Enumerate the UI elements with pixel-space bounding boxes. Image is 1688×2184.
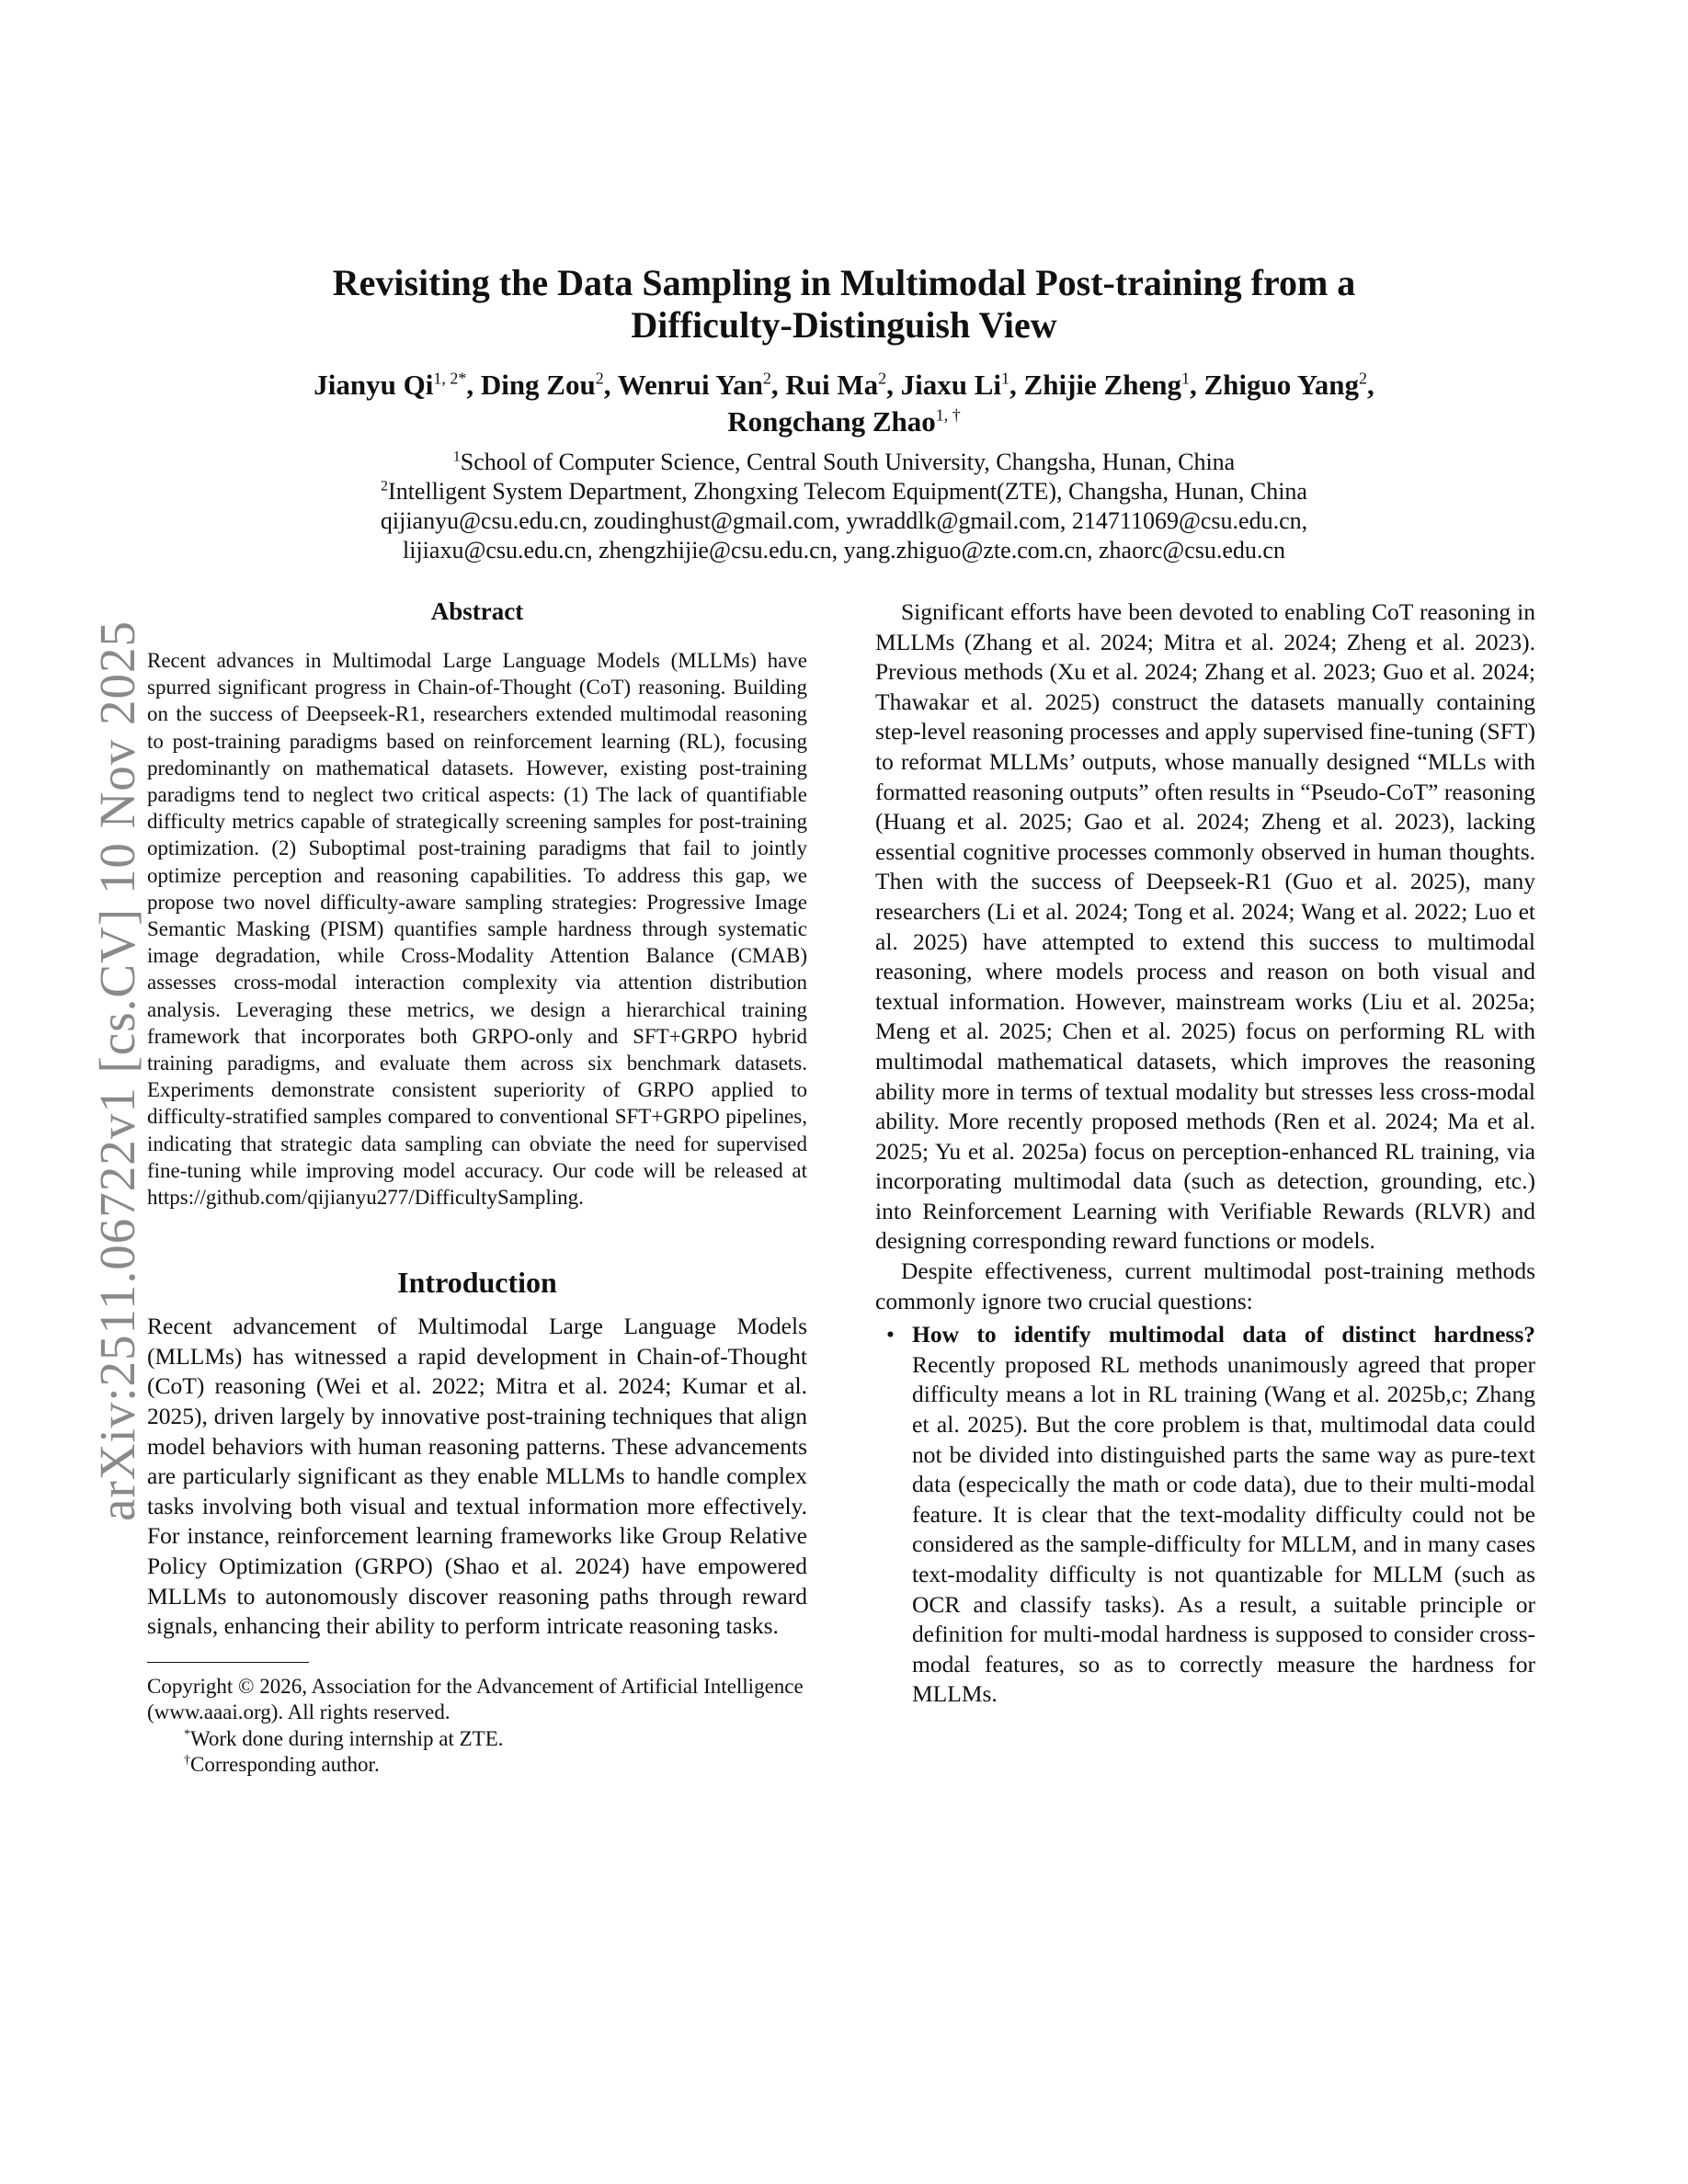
- footnotes: [147, 1674, 807, 1779]
- affiliation-text: School of Computer Science, Central South University, Changsha, Hunan, China: [460, 449, 1236, 475]
- affiliation-text: Intelligent System Department, Zhongxing Telecom Equipment(ZTE), Changsha, Hunan, China: [388, 478, 1307, 505]
- author-affil-mark: 1, 2*: [433, 369, 467, 388]
- introduction-heading: Introduction: [397, 1266, 557, 1300]
- bullet-title: How to identify multimodal data of distinct hardness?: [912, 1321, 1535, 1348]
- author-affil-mark: 2: [762, 369, 771, 388]
- author-affil-mark: 1, †: [935, 405, 961, 425]
- bullet-marker: •: [886, 1321, 895, 1348]
- footnote-divider: [147, 1662, 309, 1663]
- author-name: Rui Ma: [785, 369, 879, 401]
- footnote-mark: *: [184, 1727, 190, 1742]
- intro-paragraph-1: Recent advancement of Multimodal Large Language Models (MLLMs) has witnessed a rapid development in Chain-of-Thought (CoT) reasoning (Wei et al. 2022; Mitra et al. 2024; Kumar et al. 2025), driven largely by innovative post-training techniques that align model behaviors with human reasoning patterns. These advancements are particularly significant as they enable MLLMs to handle complex tasks involving both visual and textual information more effectively. For instance, reinforcement learning frameworks like Group Relative Policy Optimization (GRPO) (Shao et al. 2024) have empowered MLLMs to autonomously discover reasoning paths through reward signals, enhancing their ability to perform intricate reasoning tasks.: [147, 1313, 807, 1640]
- author-name: Wenrui Yan: [617, 369, 763, 401]
- affiliation-line: [147, 477, 1541, 506]
- bullet-text: Recently proposed RL methods unanimously agreed that proper difficulty means a lot in RL training (Wang et al. 2025b,c; Zhang et al. 2025). But the core problem is that, multimodal data could not be divided into distinguished parts the same way as pure-text data (especically the math or code data), due to their multi-modal feature. It is clear that the text-modality difficulty could not be considered as the sample-difficulty for MLLM, and in many cases text-modality difficulty is not quantizable for MLLM (such as OCR and classify tasks). As a result, a suitable principle or definition for multi-modal hardness is supposed to consider cross-modal features, so as to correctly measure the hardness for MLLMs.: [912, 1350, 1535, 1708]
- affiliation-mark: 2: [381, 478, 389, 495]
- bullet-item: [875, 1320, 1535, 1710]
- author-affil-mark: 2: [878, 369, 887, 388]
- author-name: Zhijie Zheng: [1023, 369, 1181, 401]
- author-name: Zhiguo Yang: [1203, 369, 1360, 401]
- affiliation-line: [147, 448, 1541, 477]
- author-affil-mark: 1: [1180, 369, 1190, 388]
- affiliation-mark: 1: [452, 449, 461, 465]
- author-list: Jianyu $Qi^{1, 2*}$, Ding Zou$^2$, Wenrui Yan$^2$, Rui Ma$^2$, Jiaxu Li$^1$, Zhijie Zheng$^1$, Zhiguo Yang$^2$, Rongchang Zhao$^{1, \dagger}$: [314, 369, 1374, 438]
- author-affil-mark: 2: [595, 369, 604, 388]
- intro-paragraph-2: Significant efforts have been devoted to enabling CoT reasoning in MLLMs (Zhang et al. 2024; Mitra et al. 2024; Zheng et al. 2023). Previous methods (Xu et al. 2024; Zhang et al. 2023; Guo et al. 2024; Thawakar et al. 2025) construct the datasets manually containing step-level reasoning processes and apply supervised fine-tuning (SFT) to reformat MLLMs’ outputs, whose manually designed “MLLs with formatted reasoning outputs” often results in “Pseudo-CoT” reasoning (Huang et al. 2025; Gao et al. 2024; Zheng et al. 2023), lacking essential cognitive processes commonly observed in human thoughts. Then with the success of Deepseek-R1 (Guo et al. 2025), many researchers (Li et al. 2024; Tong et al. 2024; Wang et al. 2022; Luo et al. 2025) have attempted to extend this success to multimodal reasoning, where models process and reason on both visual and textual information. However, mainstream works (Liu et al. 2025a; Meng et al. 2025; Chen et al. 2025) focus on performing RL with multimodal mathematical datasets, which improves the reasoning ability more in terms of textual modality but stresses less cross-modal ability. More recently proposed methods (Ren et al. 2024; Ma et al. 2025; Yu et al. 2025a) focus on perception-enhanced RL training, via incorporating multimodal data (such as detection, grounding, etc.) into Reinforcement Learning with Verifiable Rewards (RLVR) and designing corresponding reward functions or models.: [875, 598, 1535, 1255]
- email-line: qijianyu@csu.edu.cn, zoudinghust@gmail.com, ywraddlk@gmail.com, 214711069@csu.edu.cn,: [380, 507, 1308, 534]
- author-name: Jiaxu Li: [900, 369, 1002, 401]
- author-name: Ding Zou: [480, 369, 596, 401]
- abstract-heading: Abstract: [430, 597, 524, 625]
- affiliations: [147, 448, 1541, 565]
- intro-paragraph-3: Despite effectiveness, current multimodal post-training methods commonly ignore two crucial questions:: [875, 1257, 1535, 1314]
- copyright-notice: Copyright © 2026, Association for the Advancement of Artificial Intelligence (www.aaai.org). All rights reserved.: [147, 1674, 804, 1724]
- paper-header: [147, 262, 1541, 565]
- author-name: Rongchang Zhao: [727, 405, 936, 438]
- title-line-1: Revisiting the Data Sampling in Multimodal Post-training from a: [332, 262, 1356, 303]
- author-name: Jianyu Qi: [314, 369, 434, 401]
- author-affil-mark: 2: [1359, 369, 1368, 388]
- footnote-text: Work done during internship at ZTE.: [190, 1726, 504, 1750]
- abstract-text: Recent advances in Multimodal Large Language Models (MLLMs) have spurred significant progress in Chain-of-Thought (CoT) reasoning. Building on the success of Deepseek-R1, researchers extended multimodal reasoning to post-training paradigms based on reinforcement learning (RL), focusing predominantly on mathematical datasets. However, existing post-training paradigms tend to neglect two critical aspects: (1) The lack of quantifiable difficulty metrics capable of strategically screening samples for post-training optimization. (2) Suboptimal post-training paradigms that fail to jointly optimize perception and reasoning capabilities. To address this gap, we propose two novel difficulty-aware sampling strategies: Progressive Image Semantic Masking (PISM) quantifies sample hardness through systematic image degradation, while Cross-Modality Attention Balance (CMAB) assesses cross-modal interaction complexity via attention distribution analysis. Leveraging these metrics, we design a hierarchical training framework that incorporates both GRPO-only and SFT+GRPO hybrid training paradigms, and evaluate them across six benchmark datasets. Experiments demonstrate consistent superiority of GRPO applied to difficulty-stratified samples compared to conventional SFT+GRPO pipelines, indicating that strategic data sampling can obviate the need for supervised fine-tuning while improving model accuracy. Our code will be released at https://github.com/qijianyu277/DifficultySampling.: [147, 649, 807, 1210]
- email-line: lijiaxu@csu.edu.cn, zhengzhijie@csu.edu.cn, yang.zhiguo@zte.com.cn, zhaorc@csu.edu.cn: [403, 537, 1285, 563]
- footnote-internship: [147, 1726, 807, 1753]
- author-affil-mark: 1: [1001, 369, 1010, 388]
- title-line-2: Difficulty-Distinguish View: [631, 304, 1057, 346]
- paper-title: [147, 262, 1541, 347]
- footnote-mark: †: [184, 1753, 190, 1768]
- left-column: [147, 597, 807, 1779]
- footnote-text: Corresponding author.: [190, 1753, 380, 1777]
- footnote-corresponding: [147, 1752, 807, 1779]
- right-column: [875, 597, 1535, 1710]
- arxiv-identifier: arXiv:2511.06722v1 [cs.CV] 10 Nov 2025: [89, 620, 145, 1521]
